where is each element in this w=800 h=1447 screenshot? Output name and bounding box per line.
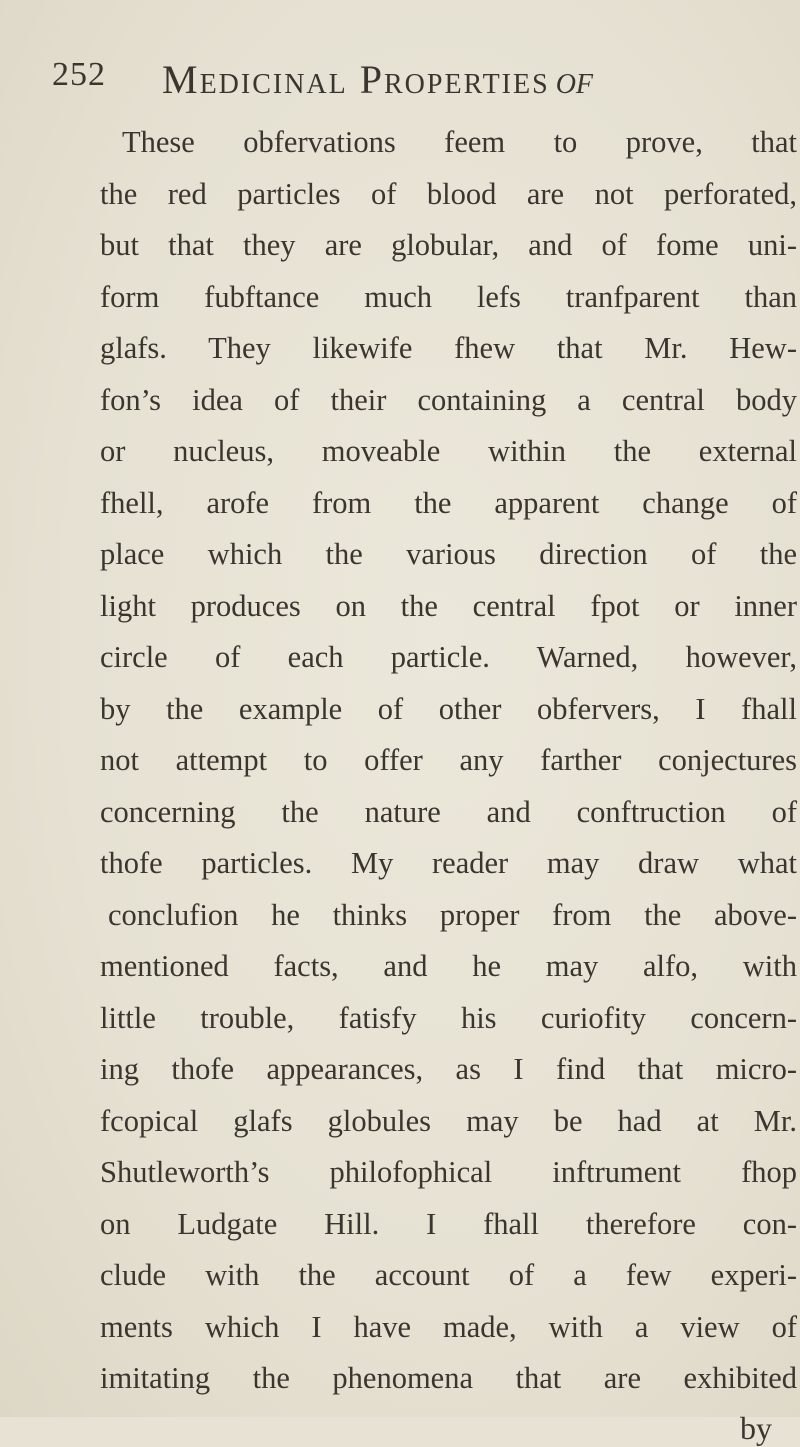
text-line: conclufion he thinks proper from the above- — [108, 897, 797, 932]
text-line: thofe particles. My reader may draw what — [100, 846, 797, 880]
running-title — [162, 56, 593, 103]
catchword: by — [740, 1409, 772, 1446]
text-line: not attempt to offer any farther conjectures — [100, 743, 797, 777]
text-line: concerning the nature and conftruction of — [100, 794, 797, 829]
text-line: glafs. They likewife fhew that Mr. Hew- — [100, 331, 797, 365]
running-title-of: of — [555, 57, 594, 102]
text-line: mentioned facts, and he may alfo, with — [100, 949, 797, 983]
text-line: fon’s idea of their containing a central body — [100, 382, 797, 417]
text-line: little trouble, fatisfy his curiofity concern- — [100, 1000, 797, 1035]
text-line: circle of each particle. Warned, however, — [100, 640, 797, 674]
text-line: Shutleworth’s philofophical inftrument fhop — [100, 1155, 797, 1189]
text-line: on Ludgate Hill. I fhall therefore con- — [100, 1206, 797, 1241]
text-line: place which the various direction of the — [100, 537, 797, 571]
text-line: by the example of other obfervers, I fhall — [100, 691, 797, 726]
text-line: clude with the account of a few experi- — [100, 1258, 797, 1292]
text-line: ments which I have made, with a view of — [100, 1309, 797, 1344]
text-line: light produces on the central fpot or inner — [100, 588, 797, 623]
text-line: fcopical glafs globules may be had at Mr. — [100, 1103, 797, 1138]
text-line: but that they are globular, and of fome uni- — [100, 228, 797, 262]
text-line: or nucleus, moveable within the external — [100, 434, 797, 468]
text-line: ing thofe appearances, as I find that micro- — [100, 1052, 797, 1086]
page-number: 252 — [52, 56, 106, 93]
text-line: fhell, arofe from the apparent change of — [100, 485, 797, 520]
text-line: These obfervations feem to prove, that — [122, 125, 797, 159]
running-head — [52, 56, 752, 112]
text-line: form fubftance much lefs tranfparent than — [100, 279, 797, 314]
running-title-text: Medicinal Properties — [162, 57, 550, 102]
text-line: imitating the phenomena that are exhibited — [100, 1361, 797, 1395]
text-line: the red particles of blood are not perforated, — [100, 176, 797, 211]
